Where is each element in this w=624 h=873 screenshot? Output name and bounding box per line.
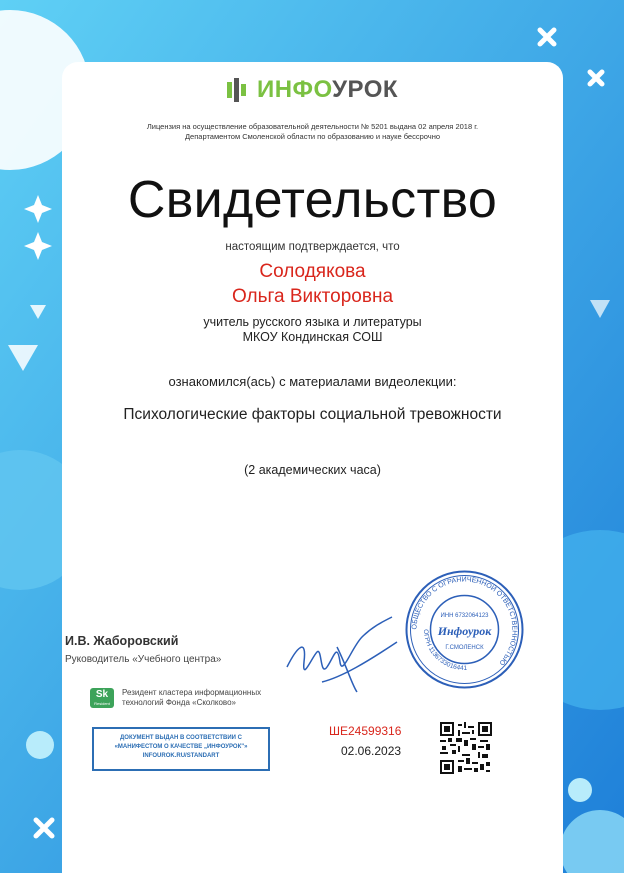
certificate-title: Свидетельство: [127, 171, 498, 229]
skolkovo-logo-sub: Resident: [94, 701, 110, 706]
license-line-1: Лицензия на осуществление образовательной деятельности № 5201 выдана 02 апреля 2018 г.: [146, 122, 479, 131]
stamp-city-text: Г.СМОЛЕНСК: [445, 645, 484, 651]
logo-wordmark: [257, 76, 398, 104]
license-line-2: Департаментом Смоленской области по образованию и науке бессрочно: [184, 132, 441, 141]
stamp-ring-text: ОБЩЕСТВО С ОГРАНИЧЕННОЙ ОТВЕТСТВЕННОСТЬЮ: [411, 576, 518, 667]
skolkovo-line-1: Резидент кластера информационных: [122, 688, 262, 697]
skolkovo-logo: [90, 688, 114, 708]
position-line-1: учитель русского языка и литературы: [203, 315, 422, 329]
manifest-badge: [92, 727, 270, 771]
infourok-logo-icon: [227, 78, 253, 102]
manifest-line-2: «МАНИФЕСТОМ О КАЧЕСТВЕ „ИНФОУРОК"»: [114, 744, 248, 750]
recipient-surname: Солодякова: [259, 261, 366, 282]
stamp-center-text: Инфоурок: [437, 624, 492, 638]
confirm-text: настоящим подтверждается, что: [225, 241, 400, 253]
signer-role: Руководитель «Учебного центра»: [65, 654, 222, 665]
certificate-code: ШЕ24599316: [329, 724, 402, 738]
license-text: [62, 122, 563, 142]
logo-part-info: ИНФО: [256, 76, 333, 103]
recipient-given-name: Ольга Викторовна: [231, 286, 394, 307]
recipient-name: [62, 259, 563, 309]
stamp-ogrn-text: ОГРН 1136733016441: [421, 629, 468, 673]
position-line-2: МКОУ Кондинская СОШ: [242, 330, 383, 344]
certificate-card: [62, 62, 563, 873]
hours-text: (2 академических часа): [244, 463, 381, 477]
stamp-inn-text: ИНН 6732064123: [440, 613, 489, 619]
official-stamp: [402, 567, 527, 697]
course-title: Психологические факторы социальной тревожности: [123, 406, 502, 423]
manifest-line-3: INFOUROK.RU/STANDART: [142, 753, 220, 759]
infourok-logo: [62, 76, 563, 104]
issue-date: 02.06.2023: [341, 744, 402, 758]
skolkovo-resident-text: [122, 688, 272, 708]
familiar-text: ознакомился(ась) с материалами видеолекции:: [168, 374, 457, 389]
manifest-line-1: ДОКУМЕНТ ВЫДАН В СООТВЕТСТВИИ С: [120, 735, 242, 741]
skolkovo-logo-text: Sk: [95, 689, 109, 700]
recipient-position: [62, 315, 563, 345]
handwritten-signature: [282, 607, 402, 702]
logo-part-urok: УРОК: [332, 76, 399, 103]
skolkovo-line-2: технологий Фонда «Сколково»: [122, 698, 236, 707]
qr-code: [440, 722, 492, 779]
signer-name: И.В. Жаборовский: [65, 634, 179, 648]
